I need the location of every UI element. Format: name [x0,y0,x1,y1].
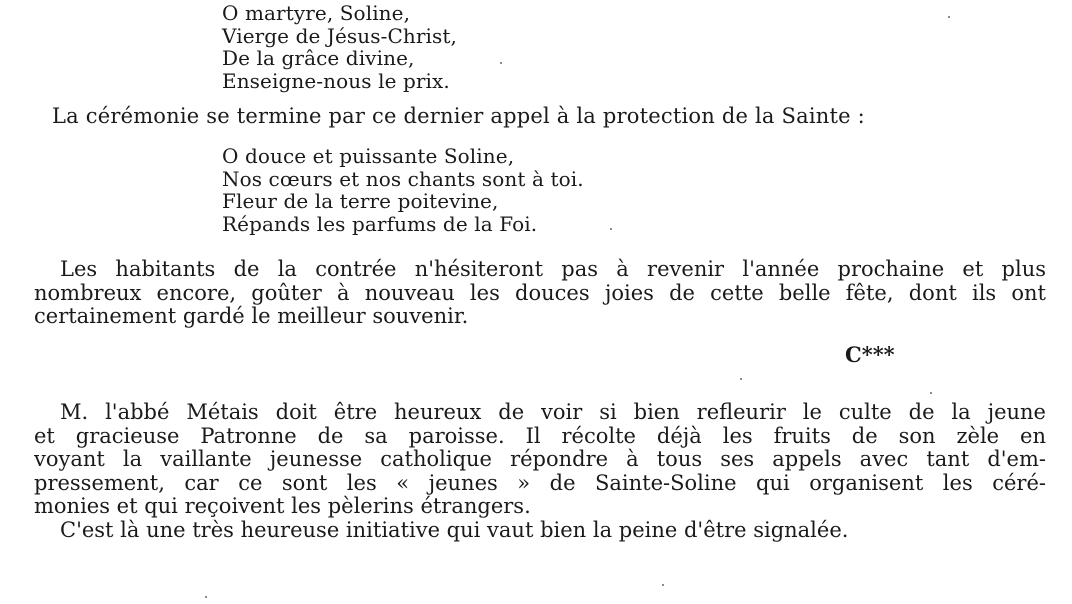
verse-line: Nos cœurs et nos chants sont à toi. [222,166,584,191]
print-speck [610,228,612,230]
verse-line: Fleur de la terre poitevine, [222,189,499,213]
paragraph-line: pressement, car ce sont les « jeunes » de Sainte-Soline qui organisent les céré- [34,470,1046,495]
paragraph-line: certainement gardé le meilleur souvenir. [34,304,469,328]
verse-line: Répands les parfums de la Foi. [222,211,538,236]
author-signature: C*** [845,342,895,367]
hymn-stanza-1 [222,2,457,92]
paragraph-line: voyant la vaillante jeunesse catholique répondre à tous ses appels avec tant d'em- [34,447,1046,471]
paragraph-line: monies et qui reçoivent les pèlerins étrangers. [34,494,531,518]
ceremony-closing-sentence: La cérémonie se termine par ce dernier appel à la protection de la Sainte : [52,104,865,128]
paragraph-line: C'est là une très heureuse initiative qui vaut bien la peine d'être signalée. [60,517,849,542]
hymn-stanza-2 [222,145,584,235]
verse-line: O martyre, Soline, [222,1,411,25]
paragraph-abbe-metais [34,401,1046,542]
paragraph-line: M. l'abbé Métais doit être heureux de voir si bien refleurir le culte de la jeune [60,400,1046,424]
paragraph-inhabitants [34,258,1046,329]
print-speck [740,378,742,380]
verse-line: Enseigne-nous le prix. [222,68,450,93]
print-speck [205,596,207,598]
paragraph-line: Les habitants de la contrée n'hésiteront pas à revenir l'année prochaine et plus [60,257,1046,281]
paragraph-line: et gracieuse Patronne de sa paroisse. Il récolte déjà les fruits de son zèle en [34,423,1046,448]
print-speck [662,584,664,586]
print-speck [948,16,950,18]
verse-line: Vierge de Jésus-Christ, [222,23,457,48]
verse-line: O douce et puissante Soline, [222,144,515,168]
print-speck [500,62,502,64]
verse-line: De la grâce divine, [222,46,415,70]
paragraph-line: nombreux encore, goûter à nouveau les douces joies de cette belle fête, dont ils ont [34,280,1046,305]
print-speck [930,392,932,394]
